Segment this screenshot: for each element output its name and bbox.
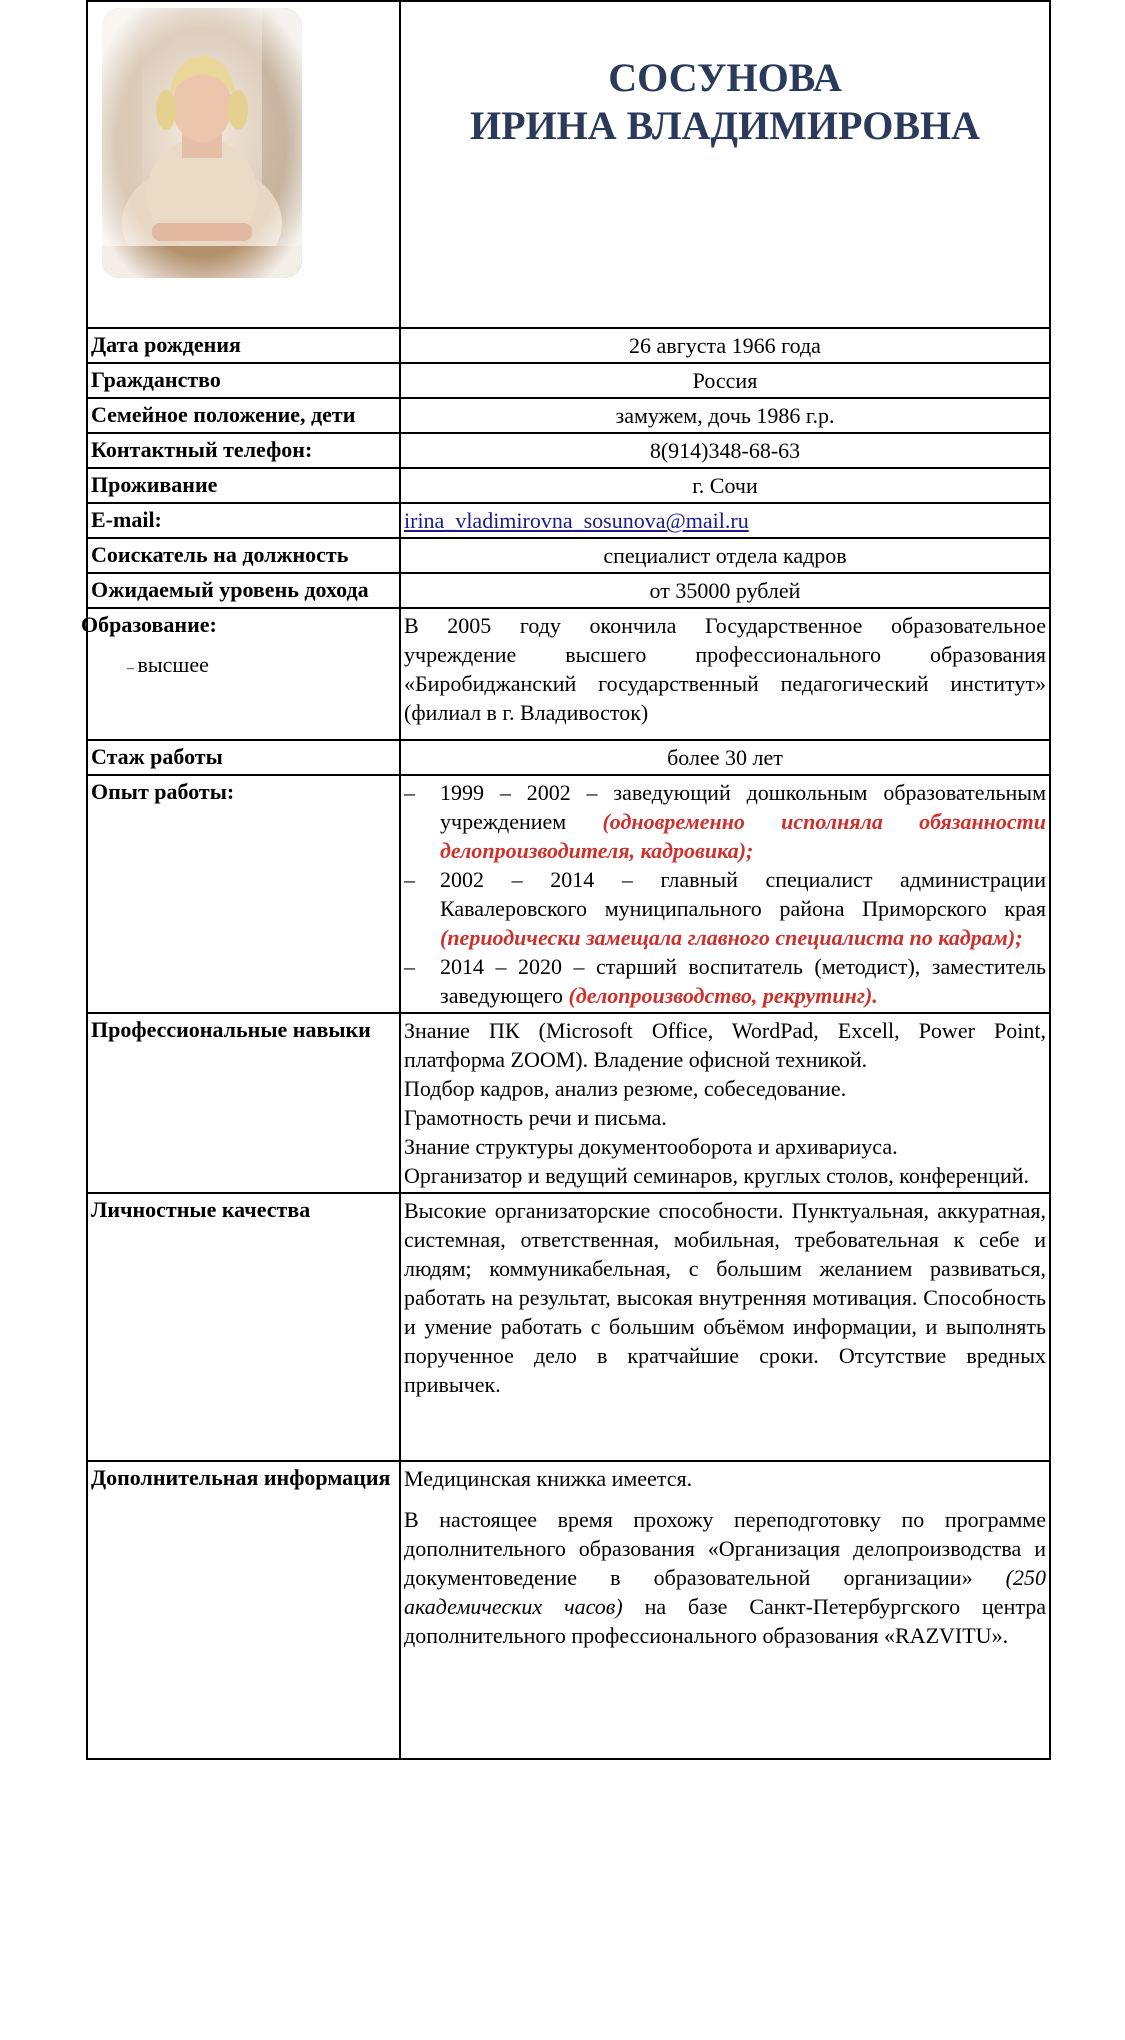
label-email: E-mail: xyxy=(87,503,400,538)
skill-line: Подбор кадров, анализ резюме, собеседование. xyxy=(404,1076,847,1101)
surname: СОСУНОВА xyxy=(608,55,842,100)
value-email-cell xyxy=(400,503,1050,538)
name-cell xyxy=(400,1,1050,328)
value-tenure: более 30 лет xyxy=(400,740,1050,775)
label-phone: Контактный телефон: xyxy=(87,433,400,468)
label-experience: Опыт работы: xyxy=(87,775,400,1013)
row-family xyxy=(87,398,1050,433)
row-citizenship xyxy=(87,363,1050,398)
value-income: от 35000 рублей xyxy=(400,573,1050,608)
job-item: – 1999 – 2002 – заведующий дошкольным образовательным учреждением (одновременно исполняла обязанности делопроизводителя, кадровика); xyxy=(404,780,1046,863)
retraining-hours: (250 академических часов) xyxy=(404,1565,1046,1619)
experience-list xyxy=(400,775,1050,1013)
row-phone xyxy=(87,433,1050,468)
row-additional xyxy=(87,1461,1050,1759)
label-citizenship: Гражданство xyxy=(87,363,400,398)
skill-line: Организатор и ведущий семинаров, круглых столов, конференций. xyxy=(404,1163,1029,1188)
retraining-program: В настоящее время прохожу переподготовку по программе дополнительного образования «Организация делопроизводства и документоведение в образовательной организации» xyxy=(404,1507,1046,1590)
label-tenure: Стаж работы xyxy=(87,740,400,775)
row-email xyxy=(87,503,1050,538)
retraining-center: на базе Санкт-Петербургского центра дополнительного профессионального образования «RAZVITU». xyxy=(404,1594,1046,1648)
label-income: Ожидаемый уровень дохода xyxy=(87,573,400,608)
label-personal: Личностные качества xyxy=(87,1193,400,1461)
label-education-cell xyxy=(81,608,400,740)
skill-line: Грамотность речи и письма. xyxy=(404,1105,667,1130)
job-item: – 2014 – 2020 – старший воспитатель (методист), заместитель заведующего (делопроизводство, рекрутинг). xyxy=(404,954,1046,1008)
value-citizenship: Россия xyxy=(400,363,1050,398)
row-skills xyxy=(87,1013,1050,1193)
resume-table xyxy=(81,0,1051,1760)
label-birth: Дата рождения xyxy=(87,328,400,363)
row-experience xyxy=(87,775,1050,1013)
value-phone: 8(914)348-68-63 xyxy=(400,433,1050,468)
job-note: (делопроизводство, рекрутинг). xyxy=(568,983,878,1008)
skills-list xyxy=(400,1013,1050,1193)
job-text: 1999 – 2002 – заведующий дошкольным образовательным учреждением xyxy=(440,780,1046,834)
job-text: 2014 – 2020 – старший воспитатель (методист), заместитель заведующего xyxy=(440,954,1046,1008)
row-income xyxy=(87,573,1050,608)
additional-cell xyxy=(400,1461,1050,1759)
row-personal xyxy=(87,1193,1050,1461)
row-tenure xyxy=(87,740,1050,775)
label-family: Семейное положение, дети xyxy=(87,398,400,433)
row-education xyxy=(87,608,1050,740)
full-name xyxy=(401,54,1049,150)
email-link[interactable]: irina_vladimirovna_sosunova@mail.ru xyxy=(404,508,749,533)
skill-line: Знание структуры документооборота и архивариуса. xyxy=(404,1134,898,1159)
row-residence xyxy=(87,468,1050,503)
value-residence: г. Сочи xyxy=(400,468,1050,503)
job-note: (одновременно исполняла обязанности делопроизводителя, кадровика); xyxy=(440,809,1046,863)
value-position: специалист отдела кадров xyxy=(400,538,1050,573)
retraining-note xyxy=(404,1505,1046,1650)
value-personal: Высокие организаторские способности. Пунктуальная, аккуратная, системная, ответственная, мобильная, требовательная к себе и людям; коммуникабельная, с большим желанием развиваться, работать на результат, высокая внутренняя мотивация. Способность и умение работать с большим объёмом информации, и выполнять порученное дело в кратчайшие сроки. Отсутствие вредных привычек. xyxy=(400,1193,1050,1461)
label-education: Образование: xyxy=(81,612,217,637)
row-position xyxy=(87,538,1050,573)
value-birth: 26 августа 1966 года xyxy=(400,328,1050,363)
medical-book-note: Медицинская книжка имеется. xyxy=(404,1466,693,1491)
skill-line: Знание ПК (Microsoft Office, WordPad, Excell, Power Point, платформа ZOOM). Владение офисной техникой. xyxy=(404,1018,1046,1072)
job-text: 2002 – 2014 – главный специалист администрации Кавалеровского муниципального района Приморского края xyxy=(440,867,1046,921)
label-skills: Профессиональные навыки xyxy=(87,1013,400,1193)
label-residence: Проживание xyxy=(87,468,400,503)
photo-cell xyxy=(87,1,400,328)
row-birth xyxy=(87,328,1050,363)
label-additional: Дополнительная информация xyxy=(87,1461,400,1759)
job-item: – 2002 – 2014 – главный специалист администрации Кавалеровского муниципального района Приморского края (периодически замещала главного специалиста по кадрам); xyxy=(404,867,1046,950)
job-note: (периодически замещала главного специалиста по кадрам); xyxy=(440,925,1023,950)
value-education: В 2005 году окончила Государственное образовательное учреждение высшего профессионального образования «Биробиджанский государственный педагогический институт» (филиал в г. Владивосток) xyxy=(400,608,1050,740)
value-family: замужем, дочь 1986 г.р. xyxy=(400,398,1050,433)
header-row xyxy=(87,1,1050,328)
profile-photo xyxy=(102,8,302,278)
given-names: ИРИНА ВЛАДИМИРОВНА xyxy=(470,103,980,148)
label-position: Соискатель на должность xyxy=(87,538,400,573)
education-level: – высшее xyxy=(127,651,396,683)
